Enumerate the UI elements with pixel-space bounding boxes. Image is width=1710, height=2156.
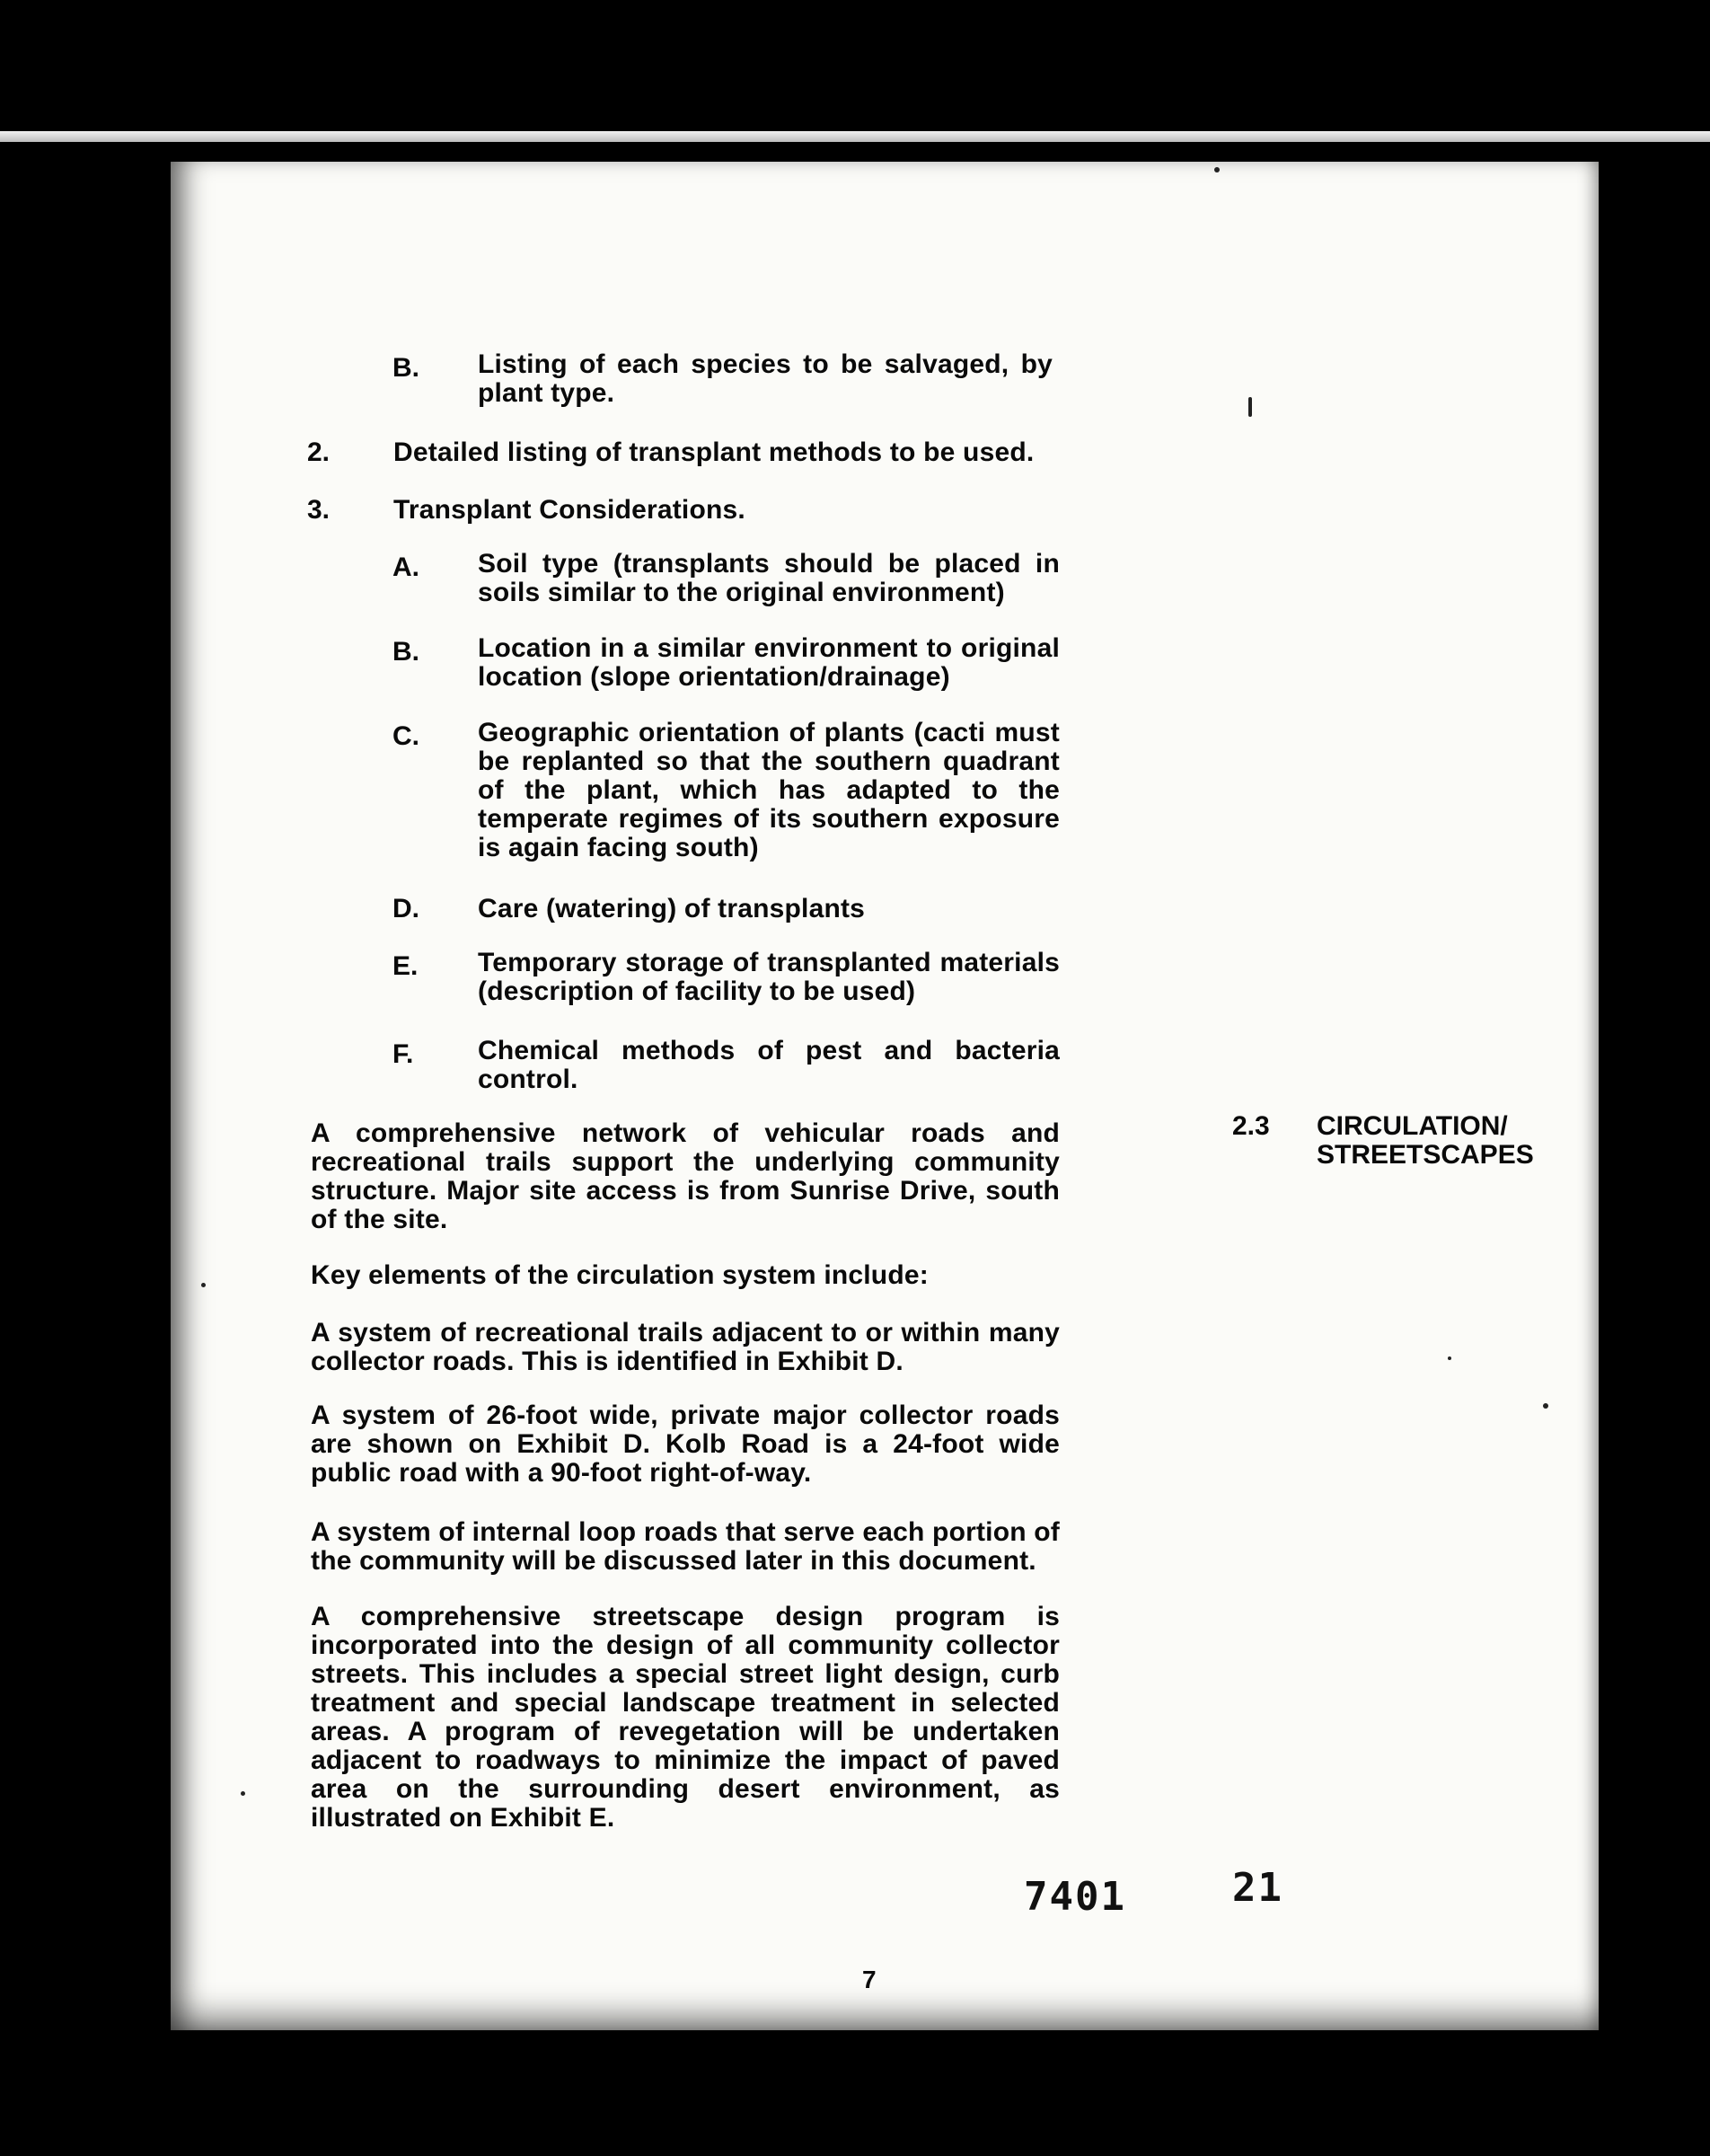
item-c-marker: C. <box>392 721 419 751</box>
item-2-text: Detailed listing of transplant methods to be used. <box>393 437 1035 467</box>
item-b-top-text: Listing of each species to be salvaged, by plant type. <box>478 349 1053 408</box>
item-a-text: Soil type (transplants should be placed in soils similar to the original environment) <box>478 549 1060 607</box>
scan-speck <box>241 1791 245 1796</box>
paragraph-collector-roads: A system of 26-foot wide, private major collector roads are shown on Exhibit D. Kolb Road is a 24-foot wide public road with a 90-foot right-of-way. <box>311 1401 1060 1488</box>
paragraph-streetscape: A comprehensive streetscape design program is incorporated into the design of all community collector streets. This includes a special street light design, curb treatment and special landscape treatment in selected areas. A program of revegetation will be undertaken adjacent to roadways to minimize the impact of paved area on the surrounding desert environment, as illustrated on Exhibit E. <box>311 1602 1060 1833</box>
paragraph-trails: A system of recreational trails adjacent to or within many collector roads. This is identified in Exhibit D. <box>311 1318 1060 1376</box>
section-number: 2.3 <box>1232 1111 1270 1141</box>
page-number: 7 <box>862 1966 877 1993</box>
item-2-marker: 2. <box>307 437 331 467</box>
paragraph-network: A comprehensive network of vehicular roads and recreational trails support the underlying community structure. Major site access is from Sunrise Drive, south of the site. <box>311 1118 1060 1234</box>
item-f-marker: F. <box>392 1039 414 1069</box>
scan-mark <box>1248 397 1252 417</box>
item-d-text: Care (watering) of transplants <box>478 894 866 923</box>
stamp-number-right: 21 <box>1232 1865 1283 1911</box>
item-f-text: Chemical methods of pest and bacteria control. <box>478 1036 1060 1094</box>
paragraph-key-elements: Key elements of the circulation system include: <box>311 1260 929 1290</box>
item-b-text: Location in a similar environment to original location (slope orientation/drainage) <box>478 633 1060 692</box>
top-rule <box>0 131 1710 142</box>
item-b-top-marker: B. <box>392 353 419 383</box>
item-a-marker: A. <box>392 552 419 582</box>
scan-speck <box>1543 1403 1548 1409</box>
scan-speck <box>1214 167 1220 172</box>
stamp-number-left: 7401 <box>1024 1874 1126 1920</box>
section-title: CIRCULATION/ STREETSCAPES <box>1317 1111 1534 1170</box>
item-e-marker: E. <box>392 951 419 981</box>
paragraph-loop-roads: A system of internal loop roads that serve each portion of the community will be discussed later in this document. <box>311 1517 1060 1576</box>
item-e-text: Temporary storage of transplanted materials (description of facility to be used) <box>478 948 1060 1006</box>
scan-speck <box>201 1283 206 1287</box>
item-b-marker: B. <box>392 637 419 667</box>
item-c-text: Geographic orientation of plants (cacti must be replanted so that the southern quadrant of the plant, which has adapted to the temperate regimes of its southern exposure is again facing south) <box>478 718 1060 862</box>
item-3-marker: 3. <box>307 495 331 525</box>
scan-speck <box>1448 1356 1451 1360</box>
item-3-text: Transplant Considerations. <box>393 495 745 525</box>
item-d-marker: D. <box>392 894 419 923</box>
